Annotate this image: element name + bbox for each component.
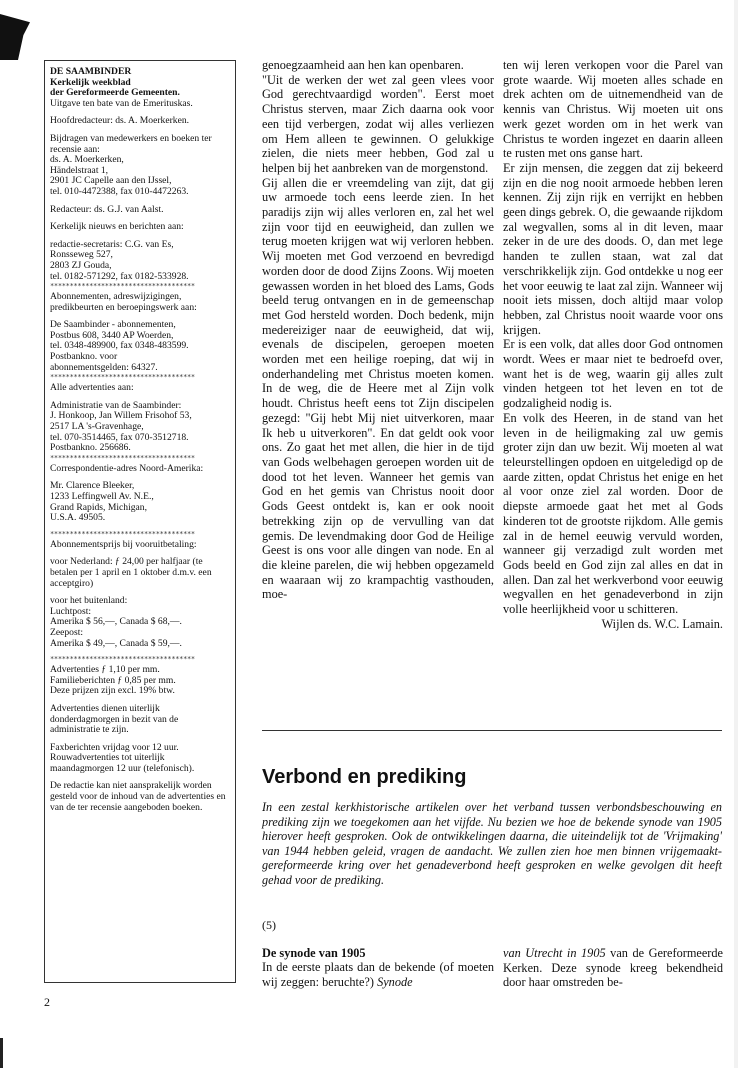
paragraph: Er is een volk, dat alles door God ontnomen wordt. Wees er maar niet te bedroefd over, want het is de weg, waarin gij alles zult vinden hetgeen tot het leven en tot de godzaligheid nodig is.: [503, 337, 723, 411]
section-divider: [262, 730, 722, 731]
star-divider: *************************************: [50, 283, 195, 291]
address-line: Händelstraat 1,: [50, 164, 109, 176]
masthead: [50, 67, 229, 99]
address-line: 2517 LA 's-Gravenhage,: [50, 421, 144, 433]
ad-rate-line: Familieberichten ƒ 0,85 per mm.: [50, 674, 176, 686]
correspondence-block: [50, 481, 229, 523]
ad-deadline: Advertenties dienen uiterlijk donderdagmorgen in bezit van de administratie te zijn.: [50, 702, 179, 736]
scan-corner-mark: [0, 14, 30, 60]
fax-deadline: Faxberichten vrijdag voor 12 uur. Rouwadvertenties tot uiterlijk maandagmorgen 12 uur (telefonisch).: [50, 741, 195, 774]
church-news-block: [50, 240, 229, 282]
editor: Redacteur: ds. G.J. van Aalst.: [50, 203, 164, 215]
address-line: tel. 010-4472388, fax 010-4472263.: [50, 185, 189, 197]
address-line: Ronsseweg 527,: [50, 249, 113, 261]
article-intro: In een zestal kerkhistorische artikelen over het verband tussen verbondsbeschouwing en prediking zijn we toegekomen aan het vijfde. Nu bezien we hoe de bekende synode van 1905 hierover heeft gesproken. Ook de ontwikkelingen daarna, die uiteindelijk tot de 'Vrijmaking' van 1944 hebben geleid, vragen de aandacht. We zullen zien hoe men binnen vrijgemaakt-gereformeerde kring over het genadeverbond heeft gesproken en welke gevolgen dit heeft gehad voor de prediking.: [262, 800, 722, 887]
page-number: 2: [44, 995, 50, 1009]
correspondence-heading: Correspondentie-adres Noord-Amerika:: [50, 462, 204, 474]
article-column-1: [262, 960, 494, 989]
address-line: ds. A. Moerkerken,: [50, 154, 124, 166]
address-line: tel. 070-3514465, fax 070-3512718.: [50, 431, 189, 443]
ad-rates-block: [50, 665, 229, 697]
address-line: 2803 ZJ Gouda,: [50, 259, 112, 271]
address-line: tel. 0348-489900, fax 0348-483599.: [50, 340, 189, 352]
subscriptions-block: [50, 320, 229, 373]
article-text-italic: Synode: [377, 974, 413, 989]
church-news-heading: Kerkelijk nieuws en berichten aan:: [50, 221, 184, 233]
signature: Wijlen ds. W.C. Lamain.: [601, 616, 723, 631]
disclaimer: De redactie kan niet aansprakelijk worden gesteld voor de inhoud van de advertenties en van de ter recensie aangeboden boeken.: [50, 780, 226, 813]
star-divider: *************************************: [50, 374, 195, 382]
star-divider: *************************************: [50, 454, 195, 462]
address-line: tel. 0182-571292, fax 0182-533928.: [50, 270, 189, 282]
address-line: redactie-secretaris: C.G. van Es,: [50, 238, 174, 250]
publication-subtitle: Kerkelijk weekblad: [50, 76, 131, 88]
article-text: In de eerste plaats dan de bekende (of moeten wij zeggen: beruchte?): [262, 960, 494, 989]
address-line: Administratie van de Saambinder:: [50, 399, 182, 411]
abroad-line: Amerika $ 56,—, Canada $ 68,—.: [50, 616, 182, 628]
paragraph: genoegzaamheid aan hen kan openbaren.: [262, 58, 464, 72]
address-line: J. Honkoop, Jan Willem Frisohof 53,: [50, 410, 192, 422]
abroad-line: Zeepost:: [50, 626, 84, 638]
scan-right-edge: [734, 0, 738, 1068]
address-line: abonnementsgelden: 64327.: [50, 361, 158, 373]
publication-name: DE SAAMBINDER: [50, 66, 132, 77]
publication-subtitle-2: der Gereformeerde Gemeenten.: [50, 87, 180, 99]
ad-rate-line: Deze prijzen zijn excl. 19% btw.: [50, 685, 175, 697]
address-line: Postbankno. 256686.: [50, 442, 131, 454]
address-line: 2901 JC Capelle aan den IJssel,: [50, 175, 172, 187]
address-line: Postbankno. voor: [50, 351, 118, 363]
article-text-italic: van Utrecht in 1905: [503, 946, 606, 960]
colophon-box: [44, 60, 236, 983]
paragraph: ten wij leren verkopen voor die Parel van grote waarde. Wij moeten alles schade en drek achten om de uitnemendheid van de kennis van Christus. Wij moeten uit ons werk gezet worden om in het werk van Christus te worden ingezet en daarin alleen te rusten met ons ganse hart.: [503, 58, 723, 161]
address-line: Grand Rapids, Michigan,: [50, 501, 147, 513]
abroad-line: Amerika $ 49,—, Canada $ 59,—.: [50, 637, 182, 649]
abroad-block: [50, 596, 229, 649]
contributions-block: [50, 134, 229, 198]
paragraph: "Uit de werken der wet zal geen vlees voor God gerechtvaardigd worden". Eerst moet Christus sterven, maar Zich daarna ook voor een tijd verbergen, zodat wij alles verliezen om Hem alleen te gewinnen. O gelukkige zielen, die niets meer hebben, God zal u helpen bij het aanbreken van de morgenstond.: [262, 72, 494, 175]
address-line: De Saambinder - abonnementen,: [50, 319, 176, 331]
publisher-note: Uitgave ten bate van de Emerituskas.: [50, 97, 193, 109]
subscriptions-heading: Abonnementen, adreswijzigingen, predikbeurten en beroepingswerk aan:: [50, 291, 197, 313]
section-heading: De synode van 1905: [262, 946, 366, 960]
price-netherlands: voor Nederland: ƒ 24,00 per halfjaar (te betalen per 1 april en 1 oktober d.m.v. een acceptgiro): [50, 556, 212, 589]
ad-rate-line: Advertenties ƒ 1,10 per mm.: [50, 664, 160, 676]
ads-heading: Alle advertenties aan:: [50, 382, 134, 394]
article-column-2: [503, 946, 723, 990]
address-line: 1233 Leffingwell Av. N.E.,: [50, 491, 154, 502]
contributions-heading: Bijdragen van medewerkers en boeken ter recensie aan:: [50, 132, 212, 155]
price-heading: Abonnementsprijs bij vooruitbetaling:: [50, 538, 197, 550]
star-divider: *************************************: [50, 530, 195, 538]
paragraph: En volk des Heeren, in de stand van het leven in de heiligmaking zal uw gemis groter zijn dan uw bezit. Wij moeten al wat teleurstellingen opdoen en uitgeledigd op de aarde zitten, opdat Christus het enige en het al voor onze ziel zal worden. Door de diepste armoede gaat het met al Gods kinderen tot de grootste rijkdom. Alle gemis zal in de hemel eeuwig vervuld worden, wanneer gij verzadigd zult worden met Gods beeld en God zijn zal alles en dat in allen. Dan zal het werkverbond voor eeuwig wegvallen en het genadeverbond in zijn volle heerlijkheid voor u schitteren.: [503, 410, 723, 617]
address-line: U.S.A. 49505.: [50, 512, 106, 524]
editor-in-chief: Hoofdredacteur: ds. A. Moerkerken.: [50, 115, 190, 127]
address-line: Postbus 608, 3440 AP Woerden,: [50, 329, 174, 341]
ads-block: [50, 401, 229, 454]
text-column-1: [262, 58, 494, 602]
paragraph: Gij allen die er vreemdeling van zijt, dat gij uw armoede toch eens leerde zien. In het paradijs zijn wij alles verloren en, zal het wel zijn voor tijd en eeuwigheid, dan zullen we terug moeten krijgen wat wij verloren hebben. Wij moeten met God verzoend en bevredigd worden door de dood Zijns Zoons. Wij moeten gewassen worden in het bloed des Lams, Gods beeld terug ontvangen en in de gemeenschap met God hersteld worden. Doch bedenk, mijn medereiziger naar de eeuwigheid, dat wij, evenals de discipelen, geroepen moeten worden met een heilige roeping, dat wij in onderhandeling met Christus moeten komen. In de weg, die de Heere met al Zijn volk houdt. Christus heeft eens tot Zijn discipelen gezegd: "Gij hebt Mij niet uitverkoren, maar Ik heb u uitverkoren". En dat geldt ook voor ons. Zo gaat het met allen, die hier in de tijd van Gods welbehagen geroepen worden uit de dood tot het leven. Wanneer het gemis van God en het gemis van Christus nooit door Gods Geest ontdekt is, kan er ook nooit betrekking zijn op de vervulling van dat gemis. De levendmaking door God de Heilige Geest is ons voor alle dingen van node. En al die kleine parelen, die wij hebben opgezameld en waaraan wij zo krampachtig vasthouden, moe-: [262, 175, 494, 602]
paragraph: Er zijn mensen, die zeggen dat zij bekeerd zijn en die nog nooit armoede hebben leren kennen. Zij zijn rijk en verrijkt en hebben geen dings gebrek. O, die gewaande rijkdom zal wegvallen, soms al in dit leven, maar zeker in de ure des doods. O, dan met lege handen te zullen staan, wat zal dat verschrikkelijk zijn. God ontdekke u nog eer het voor eeuwig te laat zal zijn. Wanneer wij nooit iets missen, doch altijd maar volop hebben, zal Christus nooit waarde voor ons krijgen.: [503, 160, 723, 337]
star-divider: *************************************: [50, 656, 195, 664]
article-title: Verbond en prediking: [262, 766, 467, 788]
abroad-heading: voor het buitenland:: [50, 595, 128, 607]
address-line: Mr. Clarence Bleeker,: [50, 480, 135, 492]
scan-edge-mark: [0, 1038, 3, 1068]
article-text: van de Gereformeerde Kerken. Deze synode kreeg bekendheid door haar omstreden be-: [503, 946, 724, 990]
part-number: (5): [262, 918, 276, 932]
text-column-2: [503, 58, 723, 631]
abroad-line: Luchtpost:: [50, 605, 92, 617]
